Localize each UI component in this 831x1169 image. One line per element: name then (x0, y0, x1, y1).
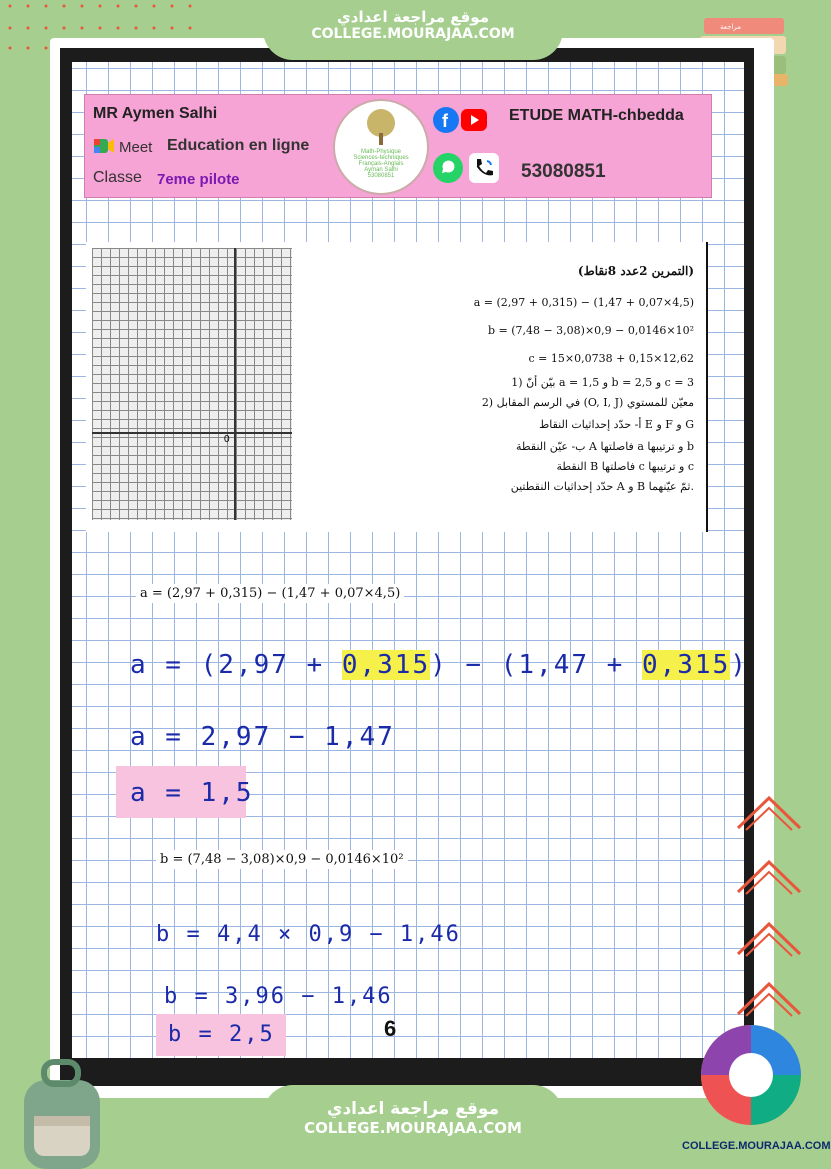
hand-a1-post: ) (730, 650, 748, 680)
brand-name: ETUDE MATH-chbedda (509, 107, 684, 124)
exercise-statement (86, 242, 708, 532)
hand-a1-highlight-1: 0,315 (341, 650, 431, 680)
exercise-line-2: b = (7,48 − 3,08)×0,9 − 0,0146×10² (487, 324, 694, 337)
hand-result-b: b = 2,5 (168, 1022, 275, 1047)
hand-step-a2: a = 2,97 − 1,47 (130, 722, 395, 752)
coordinate-grid (92, 248, 292, 520)
hand-a1-mid: ) − (1,47 + (430, 650, 642, 680)
classe-value: 7eme pilote (157, 171, 240, 188)
x-axis (92, 432, 292, 434)
bottom-site-banner[interactable] (263, 1085, 563, 1169)
exercise-title: (التمرين 2عدد 8نقاط) (577, 264, 694, 278)
logo-line-3: Français-Anglais (358, 161, 404, 167)
exercise-line-3: c = 15×0,0738 + 0,15×12,62 (528, 352, 694, 365)
printed-expression-a: a = (2,97 + 0,315) − (1,47 + 0,07×4,5) (136, 584, 404, 603)
exercise-line-1: a = (2,97 + 0,315) − (1,47 + 0,07×4,5) (473, 296, 694, 309)
facebook-icon[interactable] (433, 107, 459, 133)
exercise-line-6: أ- حدّد إحداثيات النقاط E و F و G (539, 418, 694, 431)
phone-icon[interactable] (469, 153, 499, 183)
svg-text:f: f (442, 111, 448, 131)
hand-step-a1 (130, 650, 748, 680)
page-number: 6 (384, 1016, 397, 1041)
logo-line-2: Sciences-techniques (353, 155, 409, 161)
site-arabic-name-bottom: موقع مراجعة اعدادي (326, 1099, 500, 1119)
youtube-icon[interactable] (461, 109, 487, 131)
hand-a1-pre: a = (2,97 + (130, 650, 342, 680)
teacher-header (84, 94, 712, 198)
chevron-up-icon (734, 978, 804, 1018)
worksheet-paper (72, 62, 748, 1058)
y-axis (234, 248, 236, 520)
teacher-name: MR Aymen Salhi (93, 105, 218, 122)
site-url-bottom[interactable]: COLLEGE.MOURAJAA.COM (304, 1119, 522, 1138)
site-url[interactable]: COLLEGE.MOURAJAA.COM (311, 26, 515, 42)
site-logo[interactable] (682, 1020, 831, 1160)
exercise-line-5: 2) في الرسم المقابل (O, I, J) معيّن للمستوي (481, 396, 694, 409)
origin-label: 0 (224, 434, 230, 445)
book-label-1: مراجعة (720, 23, 742, 31)
phone-number: 53080851 (521, 161, 606, 182)
school-logo (333, 99, 429, 195)
backpack-icon (4, 1056, 114, 1169)
margin-line (706, 242, 708, 532)
logo-line-4: Ayman Salhi (364, 167, 398, 173)
printed-expression-b: b = (7,48 − 3,08)×0,9 − 0,0146×10² (156, 850, 408, 869)
whatsapp-icon[interactable] (433, 153, 463, 183)
education-wheel-icon (696, 1020, 806, 1130)
exercise-line-7: ب- عيّن النقطة A فاصلتها a و ترتيبها b (516, 440, 694, 453)
meet-icon (93, 137, 115, 155)
classe-label: Classe (93, 169, 142, 186)
exercise-line-9: حدّد إحداثيات النقطتين A و B ثمّ عيّنهما. (510, 480, 694, 493)
chevron-up-icon (734, 918, 804, 958)
tree-icon (351, 107, 411, 147)
hand-result-a: a = 1,5 (130, 778, 254, 808)
site-logo-text: COLLEGE.MOURAJAA.COM (682, 1140, 831, 1152)
top-site-banner[interactable] (263, 0, 563, 60)
chevron-up-icon (734, 856, 804, 896)
meet-label: Meet (119, 139, 153, 156)
hand-a1-highlight-2: 0,315 (641, 650, 731, 680)
education-label: Education en ligne (167, 137, 310, 154)
logo-line-5: 53080851 (367, 173, 395, 179)
hand-step-b2: b = 3,96 − 1,46 (164, 984, 393, 1009)
hand-step-b1: b = 4,4 × 0,9 − 1,46 (156, 922, 461, 947)
exercise-line-8: النقطة B فاصلتها c و ترتيبها c (556, 460, 694, 473)
site-arabic-name: موقع مراجعة اعدادي (337, 8, 489, 26)
logo-line-1: Math-Physique (360, 149, 402, 155)
chevron-up-icon (734, 792, 804, 832)
exercise-line-4: 1) بيّن أنّ a = 1,5 و b = 2,5 و c = 3 (511, 376, 694, 389)
